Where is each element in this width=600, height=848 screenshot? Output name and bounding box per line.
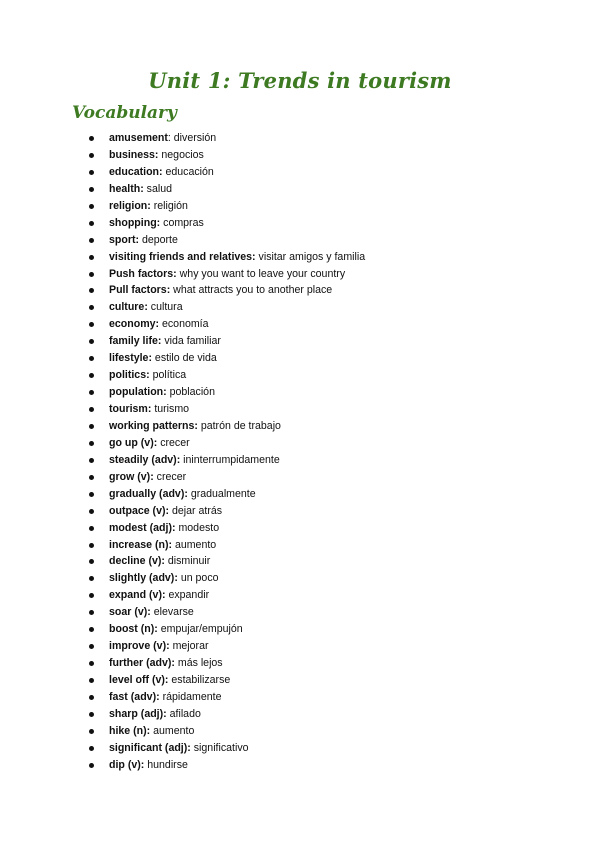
bullet-icon: [89, 221, 94, 226]
list-item: [0, 621, 365, 638]
bullet-icon: [89, 424, 94, 429]
section-heading-vocabulary: Vocabulary: [72, 103, 177, 123]
vocab-definition: expandir: [165, 589, 210, 602]
list-item: [0, 367, 365, 384]
vocab-definition: deporte: [139, 233, 178, 246]
list-item: [0, 333, 365, 350]
vocab-definition: un poco: [177, 572, 219, 585]
vocab-definition: más lejos: [174, 657, 223, 670]
list-item: [0, 215, 365, 232]
vocabulary-list: [0, 130, 365, 774]
vocab-term: sport:: [109, 233, 140, 246]
list-item: [0, 740, 365, 757]
vocab-definition: empujar/empujón: [157, 623, 243, 636]
vocab-term: religion:: [109, 199, 151, 212]
vocab-definition: ininterrumpidamente: [180, 453, 280, 466]
list-item: [0, 401, 365, 418]
vocab-definition: aumento: [150, 724, 195, 737]
list-item: [0, 587, 365, 604]
list-item: [0, 553, 365, 570]
list-item: [0, 503, 365, 520]
bullet-icon: [89, 288, 94, 293]
vocab-term: family life:: [109, 335, 162, 348]
list-item: [0, 537, 365, 554]
vocab-definition: hundirse: [144, 758, 188, 771]
list-item: [0, 435, 365, 452]
bullet-icon: [89, 458, 94, 463]
bullet-icon: [89, 475, 94, 480]
vocab-definition: dejar atrás: [169, 504, 223, 517]
vocab-definition: salud: [143, 182, 173, 195]
list-item: [0, 282, 365, 299]
bullet-icon: [89, 627, 94, 632]
vocab-term: go up (v):: [109, 436, 158, 449]
vocab-term: slightly (adv):: [109, 572, 178, 585]
vocab-definition: economía: [159, 318, 209, 331]
list-item: [0, 638, 365, 655]
list-item: [0, 249, 365, 266]
bullet-icon: [89, 322, 94, 327]
bullet-icon: [89, 153, 94, 158]
list-item: [0, 232, 365, 249]
bullet-icon: [89, 356, 94, 361]
vocab-definition: cultura: [147, 301, 183, 314]
vocab-definition: visitar amigos y familia: [255, 250, 366, 263]
vocab-term: tourism:: [109, 403, 152, 415]
bullet-icon: [89, 661, 94, 666]
vocab-definition: educación: [162, 165, 214, 178]
vocab-definition: elevarse: [150, 606, 194, 619]
vocab-term: outpace (v):: [109, 504, 170, 517]
bullet-icon: [89, 390, 94, 395]
bullet-icon: [89, 305, 94, 310]
vocab-definition: población: [166, 386, 215, 399]
vocab-term: culture:: [109, 301, 148, 314]
list-item: [0, 147, 365, 164]
list-item: [0, 655, 365, 672]
bullet-icon: [89, 526, 94, 531]
bullet-icon: [89, 492, 94, 497]
vocab-term: fast (adv):: [109, 690, 160, 703]
vocab-term: expand (v):: [109, 589, 166, 602]
vocab-definition: afilado: [166, 707, 201, 720]
vocab-term: sharp (adj):: [109, 707, 167, 720]
vocab-definition: negocios: [158, 148, 204, 161]
vocab-definition: gradualmente: [187, 487, 256, 500]
bullet-icon: [89, 695, 94, 700]
bullet-icon: [89, 746, 94, 751]
vocab-term: business:: [109, 148, 159, 161]
vocab-term: grow (v):: [109, 470, 154, 483]
vocab-definition: compras: [160, 216, 204, 229]
vocab-term: modest (adj):: [109, 521, 176, 534]
list-item: [0, 350, 365, 367]
vocab-term: visiting friends and relatives:: [109, 250, 256, 263]
bullet-icon: [89, 373, 94, 378]
vocab-definition: estilo de vida: [151, 352, 217, 365]
vocab-term: education:: [109, 165, 163, 178]
vocab-term: steadily (adv):: [109, 453, 181, 466]
vocab-term: further (adv):: [109, 657, 175, 670]
vocab-definition: disminuir: [164, 555, 211, 568]
vocab-definition: mejorar: [169, 640, 209, 653]
page-title: Unit 1: Trends in tourism: [148, 68, 452, 93]
list-item: [0, 706, 365, 723]
bullet-icon: [89, 441, 94, 446]
bullet-icon: [89, 136, 94, 141]
bullet-icon: [89, 712, 94, 717]
vocab-term: soar (v):: [109, 606, 151, 619]
vocab-definition: turismo: [151, 403, 190, 415]
bullet-icon: [89, 729, 94, 734]
vocab-term: significant (adj):: [109, 741, 191, 754]
vocab-term: dip (v):: [109, 758, 145, 771]
bullet-icon: [89, 509, 94, 514]
bullet-icon: [89, 559, 94, 564]
list-item: [0, 689, 365, 706]
list-item: [0, 570, 365, 587]
list-item: [0, 130, 365, 147]
vocab-term: politics:: [109, 369, 150, 382]
list-item: [0, 469, 365, 486]
vocab-definition: significativo: [190, 741, 249, 754]
bullet-icon: [89, 678, 94, 683]
vocab-definition: religión: [150, 199, 188, 212]
vocab-term: shopping:: [109, 216, 161, 229]
vocab-term: decline (v):: [109, 555, 165, 568]
vocab-term: amusement: [109, 132, 168, 144]
list-item: [0, 672, 365, 689]
vocab-term: health:: [109, 182, 144, 195]
list-item: [0, 418, 365, 435]
list-item: [0, 316, 365, 333]
list-item: [0, 452, 365, 469]
vocab-definition: crecer: [153, 470, 187, 483]
vocab-term: lifestyle:: [109, 352, 152, 365]
vocab-definition: why you want to leave your country: [176, 267, 346, 280]
vocab-term: hike (n):: [109, 724, 151, 737]
vocab-definition: aumento: [172, 538, 217, 551]
vocab-term: population:: [109, 386, 167, 399]
list-item: [0, 266, 365, 283]
list-item: [0, 486, 365, 503]
list-item: [0, 299, 365, 316]
bullet-icon: [89, 204, 94, 209]
bullet-icon: [89, 170, 94, 175]
list-item: [0, 198, 365, 215]
list-item: [0, 723, 365, 740]
bullet-icon: [89, 407, 94, 412]
vocab-definition: crecer: [157, 436, 190, 449]
vocab-term: Pull factors:: [109, 284, 171, 297]
vocab-term: gradually (adv):: [109, 487, 188, 500]
list-item: [0, 520, 365, 537]
vocab-term: increase (n):: [109, 538, 172, 551]
bullet-icon: [89, 339, 94, 344]
bullet-icon: [89, 187, 94, 192]
vocab-definition: patrón de trabajo: [197, 419, 281, 432]
vocab-term: improve (v):: [109, 640, 170, 653]
vocab-definition: : diversión: [167, 132, 217, 144]
list-item: [0, 757, 365, 774]
vocab-definition: modesto: [175, 521, 220, 534]
bullet-icon: [89, 272, 94, 277]
vocab-definition: política: [149, 369, 187, 382]
list-item: [0, 384, 365, 401]
bullet-icon: [89, 255, 94, 260]
bullet-icon: [89, 238, 94, 243]
vocab-term: working patterns:: [109, 419, 198, 432]
vocab-definition: vida familiar: [161, 335, 221, 348]
bullet-icon: [89, 610, 94, 615]
list-item: [0, 181, 365, 198]
vocab-definition: rápidamente: [159, 690, 222, 703]
vocab-term: level off (v):: [109, 674, 169, 686]
bullet-icon: [89, 644, 94, 649]
vocab-term: Push factors:: [109, 267, 177, 280]
list-item: [0, 604, 365, 621]
vocab-definition: estabilizarse: [168, 674, 231, 686]
bullet-icon: [89, 576, 94, 581]
bullet-icon: [89, 593, 94, 598]
list-item: [0, 164, 365, 181]
vocab-term: economy:: [109, 318, 160, 331]
bullet-icon: [89, 763, 94, 768]
vocab-term: boost (n):: [109, 623, 158, 636]
bullet-icon: [89, 543, 94, 548]
vocab-definition: what attracts you to another place: [170, 284, 333, 297]
